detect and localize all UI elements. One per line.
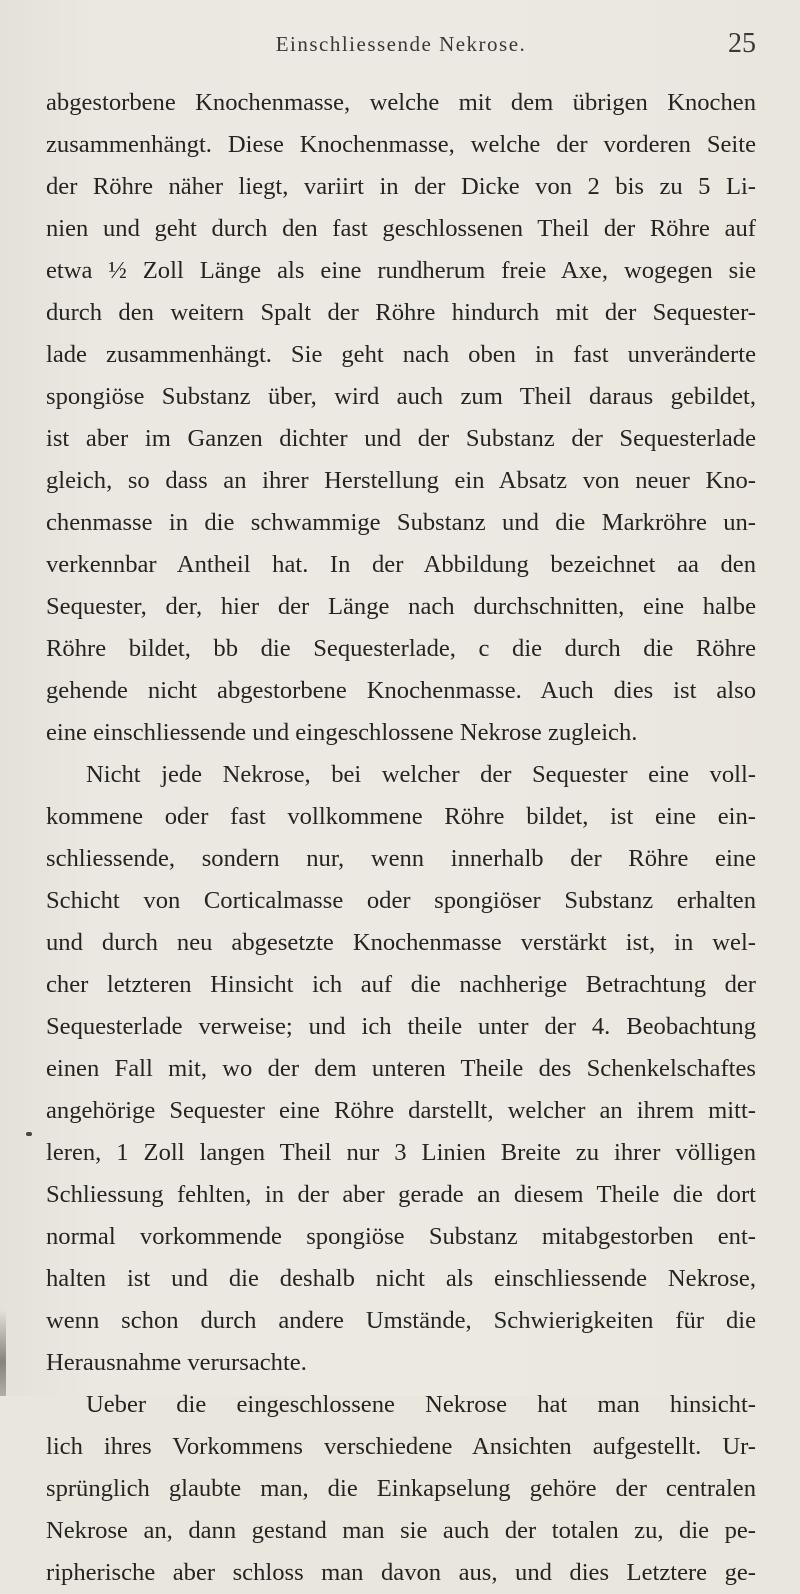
text-line: Röhre bildet, bb die Sequesterlade, c die durch die Röhre (46, 635, 756, 662)
text-line: kommene oder fast vollkommene Röhre bildet, ist eine ein- (46, 803, 756, 830)
page-edge-stain (0, 1310, 6, 1396)
text-line: Nekrose an, dann gestand man sie auch der totalen zu, die pe- (46, 1517, 756, 1544)
text-line: einen Fall mit, wo der dem unteren Theile des Schenkelschaftes (46, 1055, 756, 1082)
text-line: etwa ½ Zoll Länge als eine rundherum freie Axe, wogegen sie (46, 257, 756, 284)
text-line: eine einschliessende und eingeschlossene Nekrose zugleich. (46, 719, 638, 746)
margin-mark (26, 1132, 32, 1136)
text-line: halten ist und die deshalb nicht als einschliessende Nekrose, (46, 1265, 756, 1292)
text-line: lich ihres Vorkommens verschiedene Ansichten aufgestellt. Ur- (46, 1433, 756, 1460)
text-line: leren, 1 Zoll langen Theil nur 3 Linien Breite zu ihrer völligen (46, 1139, 756, 1166)
text-line: gleich, so dass an ihrer Herstellung ein Absatz von neuer Kno- (46, 467, 756, 494)
text-line: Schliessung fehlten, in der aber gerade an diesem Theile die dort (46, 1181, 756, 1208)
text-line: abgestorbene Knochenmasse, welche mit dem übrigen Knochen (46, 89, 756, 116)
text-line: Nicht jede Nekrose, bei welcher der Sequester eine voll- (86, 761, 756, 788)
text-line: wenn schon durch andere Umstände, Schwierigkeiten für die (46, 1307, 756, 1334)
text-line: spongiöse Substanz über, wird auch zum Theil daraus gebildet, (46, 383, 756, 410)
text-line: verkennbar Antheil hat. In der Abbildung bezeichnet aa den (46, 551, 756, 578)
body-text (46, 82, 756, 1594)
text-line: sprünglich glaubte man, die Einkapselung gehöre der centralen (46, 1475, 756, 1502)
text-line: Schicht von Corticalmasse oder spongiöser Substanz erhalten (46, 887, 756, 914)
text-line: cher letzteren Hinsicht ich auf die nachherige Betrachtung der (46, 971, 756, 998)
text-line: Ueber die eingeschlossene Nekrose hat man hinsicht- (86, 1391, 756, 1418)
running-title: Einschliessende Nekrose. (275, 32, 527, 56)
page-header (46, 26, 756, 66)
text-line: Sequester, der, hier der Länge nach durchschnitten, eine halbe (46, 593, 756, 620)
page-number: 25 (728, 28, 756, 59)
text-line: normal vorkommende spongiöse Substanz mitabgestorben ent- (46, 1223, 756, 1250)
text-line: lade zusammenhängt. Sie geht nach oben in fast unveränderte (46, 341, 756, 368)
text-line: schliessende, sondern nur, wenn innerhalb der Röhre eine (46, 845, 756, 872)
text-line: zusammenhängt. Diese Knochenmasse, welche der vorderen Seite (46, 131, 756, 158)
text-line: ist aber im Ganzen dichter und der Substanz der Sequesterlade (46, 425, 756, 452)
text-line: gehende nicht abgestorbene Knochenmasse. Auch dies ist also (46, 677, 756, 704)
text-line: ripherische aber schloss man davon aus, und dies Letztere ge- (46, 1559, 756, 1586)
text-line: Herausnahme verursachte. (46, 1349, 307, 1376)
text-line: der Röhre näher liegt, variirt in der Dicke von 2 bis zu 5 Li- (46, 173, 756, 200)
text-line: angehörige Sequester eine Röhre darstellt, welcher an ihrem mitt- (46, 1097, 756, 1124)
text-line: durch den weitern Spalt der Röhre hindurch mit der Sequester- (46, 299, 756, 326)
text-line: Sequesterlade verweise; und ich theile unter der 4. Beobachtung (46, 1013, 756, 1040)
text-line: nien und geht durch den fast geschlossenen Theil der Röhre auf (46, 215, 756, 242)
text-line: chenmasse in die schwammige Substanz und die Markröhre un- (46, 509, 756, 536)
text-line: und durch neu abgesetzte Knochenmasse verstärkt ist, in wel- (46, 929, 756, 956)
